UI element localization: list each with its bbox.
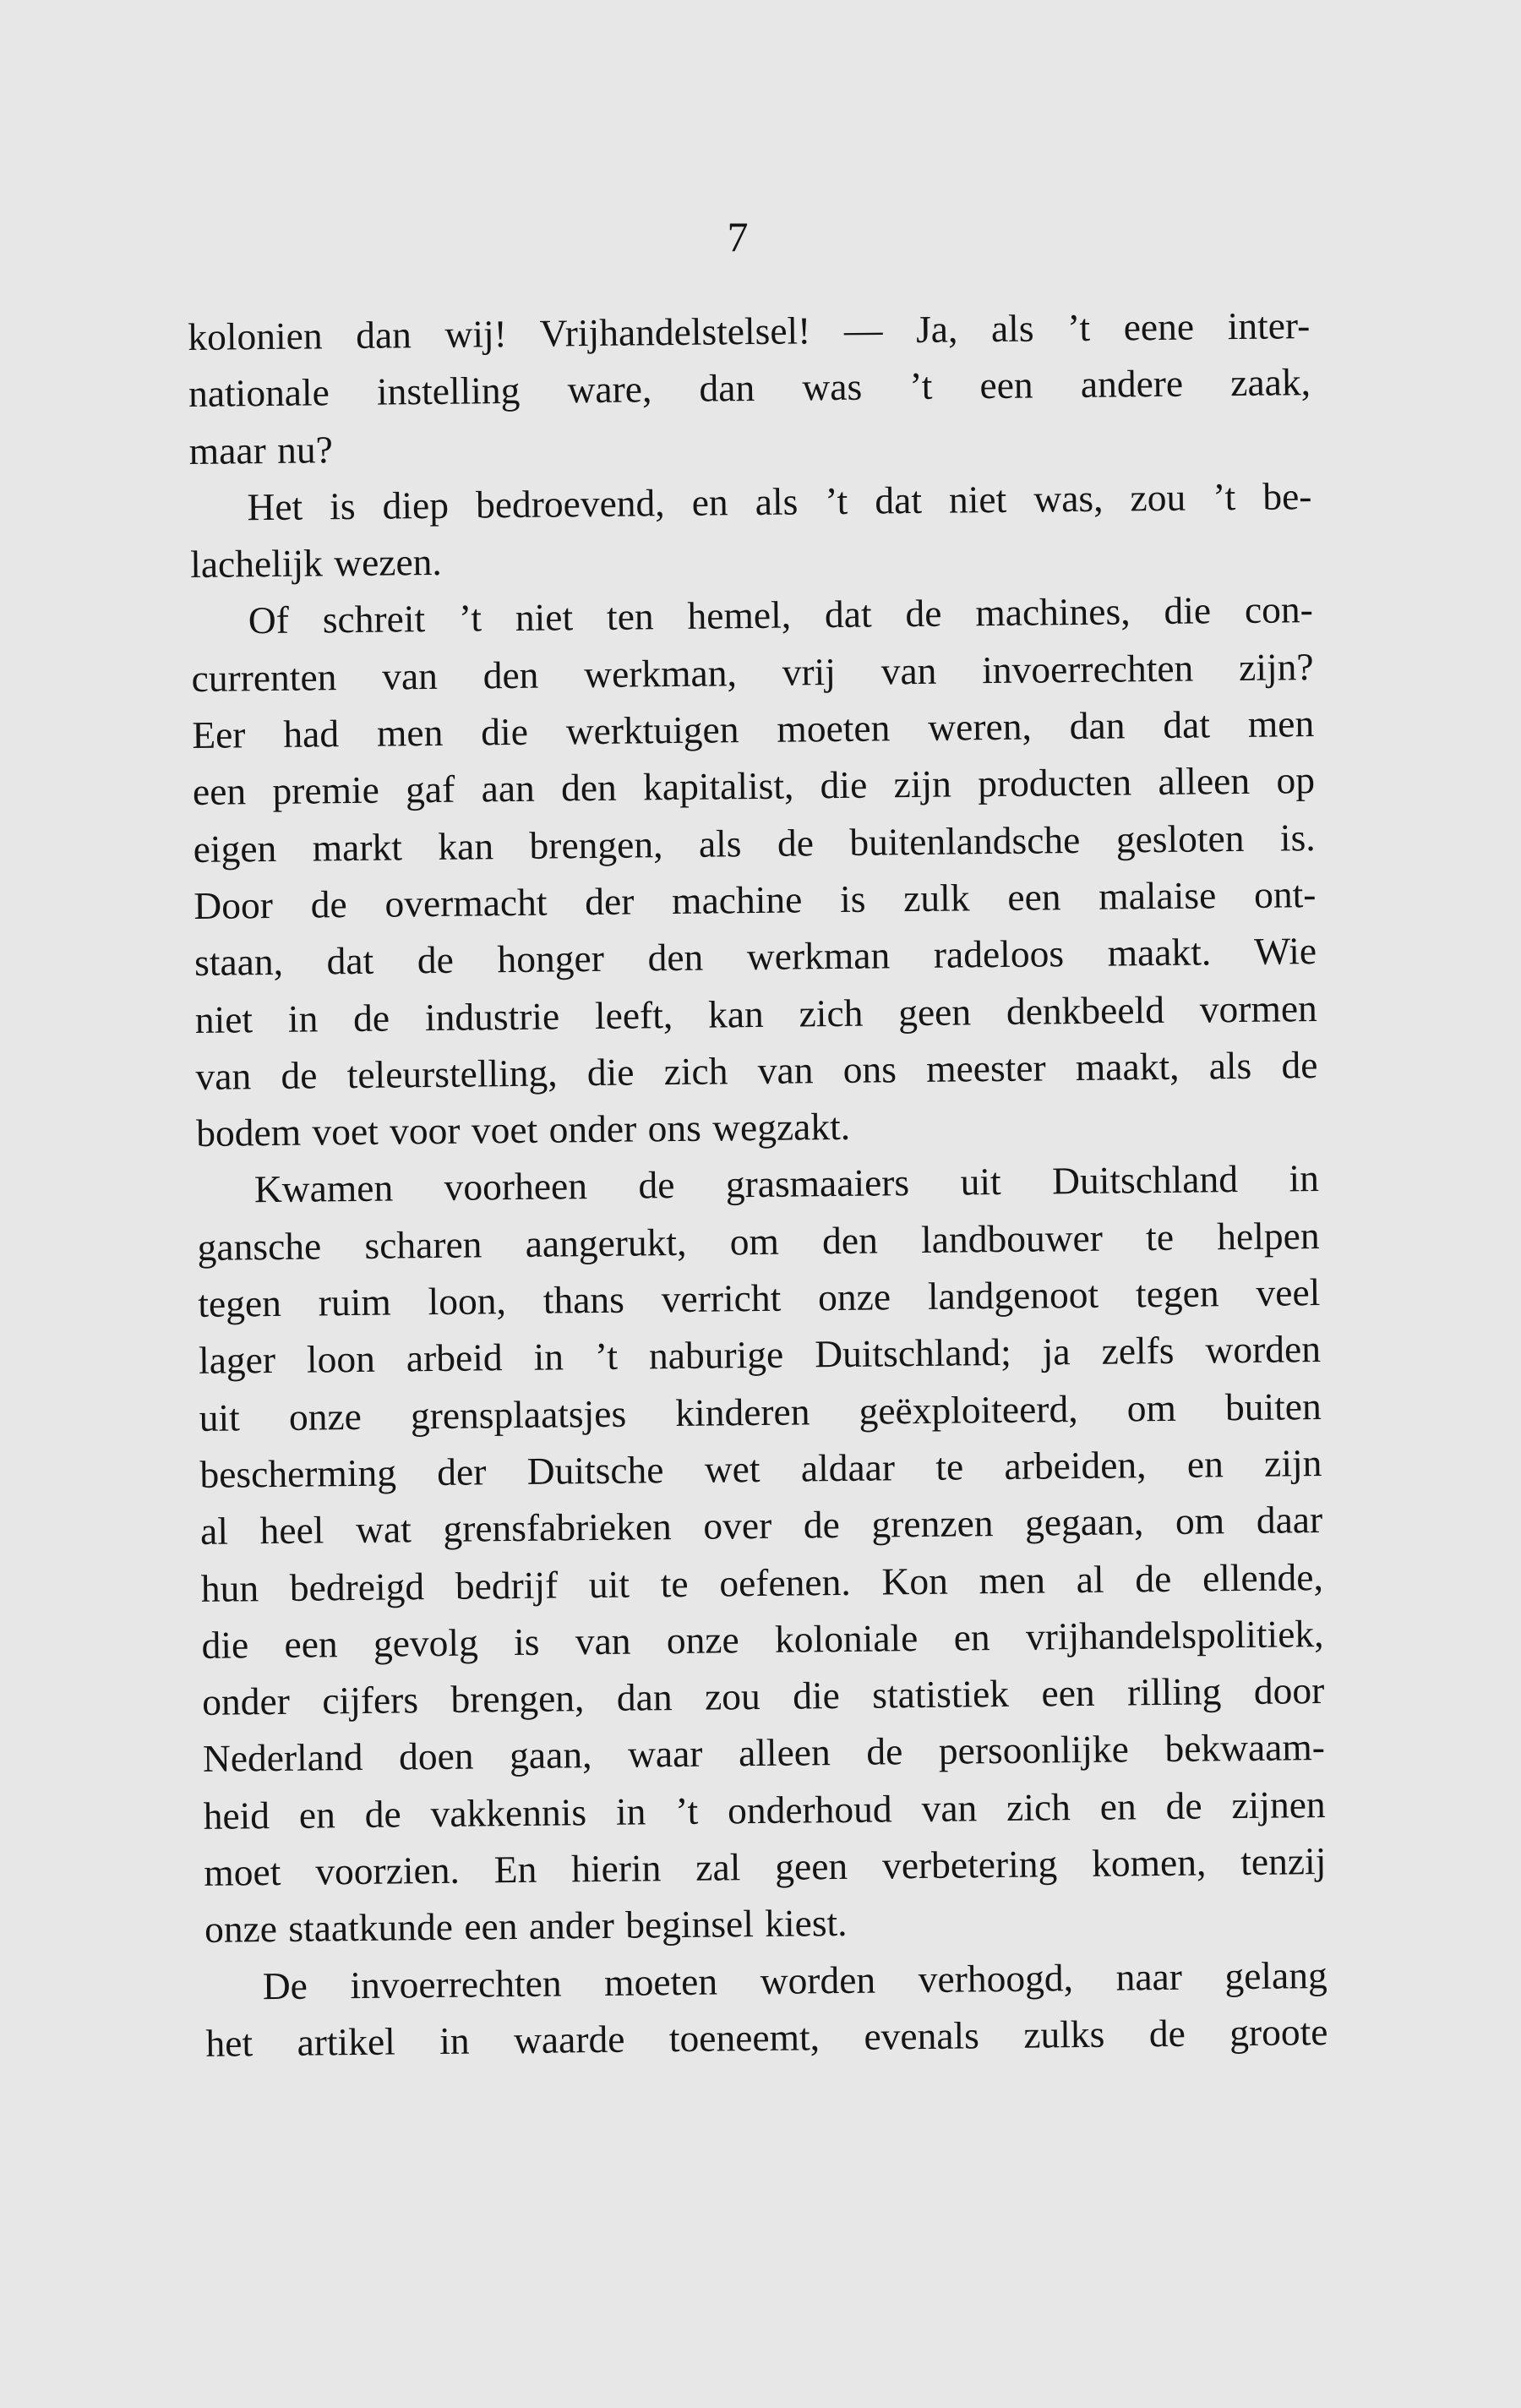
text-line: Door de overmacht der machine is zulk een malaise ont- xyxy=(194,872,1317,927)
page-number: 7 xyxy=(727,213,749,260)
text-line: moet voorzien. En hierin zal geen verbetering komen, tenzij xyxy=(204,1839,1327,1894)
text-line: kolonien dan wij! Vrijhandelstelsel! — Ja, als ’t eene inter- xyxy=(188,303,1311,358)
text-line: tegen ruim loon, thans verricht onze landgenoot tegen veel xyxy=(198,1270,1321,1325)
text-line: eigen markt kan brengen, als de buitenlandsche gesloten is. xyxy=(193,815,1316,871)
text-line: onder cijfers brengen, dan zou die statistiek een rilling door xyxy=(201,1668,1325,1724)
text-line: bodem voet voor voet onder ons wegzakt. xyxy=(195,1104,851,1155)
text-line: maar nu? xyxy=(188,427,334,472)
paragraph-first-line: Of schreit ’t niet ten hemel, dat de machines, die con- xyxy=(248,587,1314,642)
text-line: currenten van den werkman, vrij van invoerrechten zijn? xyxy=(191,644,1314,700)
text-line: Eer had men die werktuigen moeten weren, dan dat men xyxy=(192,702,1315,757)
text-line: staan, dat de honger den werkman radeloos maakt. Wie xyxy=(194,929,1317,985)
text-line: van de teleurstelling, die zich van ons meester maakt, als de xyxy=(195,1042,1318,1098)
paragraph-first-line: De invoerrechten moeten worden verhoogd, naar gelang xyxy=(262,1952,1327,2007)
text-line: bescherming der Duitsche wet aldaar te arbeiden, en zijn xyxy=(199,1440,1322,1496)
body-text xyxy=(188,297,1328,2072)
text-line: een premie gaf aan den kapitalist, die zijn producten alleen op xyxy=(192,758,1316,814)
paragraph-first-line: Kwamen voorheen de grasmaaiers uit Duitschland in xyxy=(254,1156,1320,1211)
text-line: lager loon arbeid in ’t naburige Duitschland; ja zelfs worden xyxy=(198,1327,1322,1383)
text-line: die een gevolg is van onze koloniale en vrijhandelspolitiek, xyxy=(201,1611,1324,1667)
text-line: niet in de industrie leeft, kan zich geen denkbeeld vormen xyxy=(194,986,1318,1041)
text-line: uit onze grensplaatsjes kinderen geëxploiteerd, om buiten xyxy=(199,1384,1322,1439)
text-line: onze staatkunde een ander beginsel kiest. xyxy=(204,1901,848,1952)
text-line: het artikel in waarde toeneemt, evenals zulks de groote xyxy=(205,2009,1328,2065)
text-line: nationale instelling ware, dan was ’t een andere zaak, xyxy=(188,360,1311,416)
text-line: gansche scharen aangerukt, om den landbouwer te helpen xyxy=(197,1213,1320,1269)
text-line: lachelijk wezen. xyxy=(189,540,443,587)
text-line: al heel wat grensfabrieken over de grenzen gegaan, om daar xyxy=(199,1498,1323,1553)
text-line: Nederland doen gaan, waar alleen de persoonlijke bekwaam- xyxy=(202,1725,1326,1781)
paragraph-first-line: Het is diep bedroevend, en als ’t dat niet was, zou ’t be- xyxy=(247,473,1312,529)
text-line: heid en de vakkennis in ’t onderhoud van zich en de zijnen xyxy=(203,1782,1326,1837)
text-line: hun bedreigd bedrijf uit te oefenen. Kon men al de ellende, xyxy=(200,1554,1324,1610)
